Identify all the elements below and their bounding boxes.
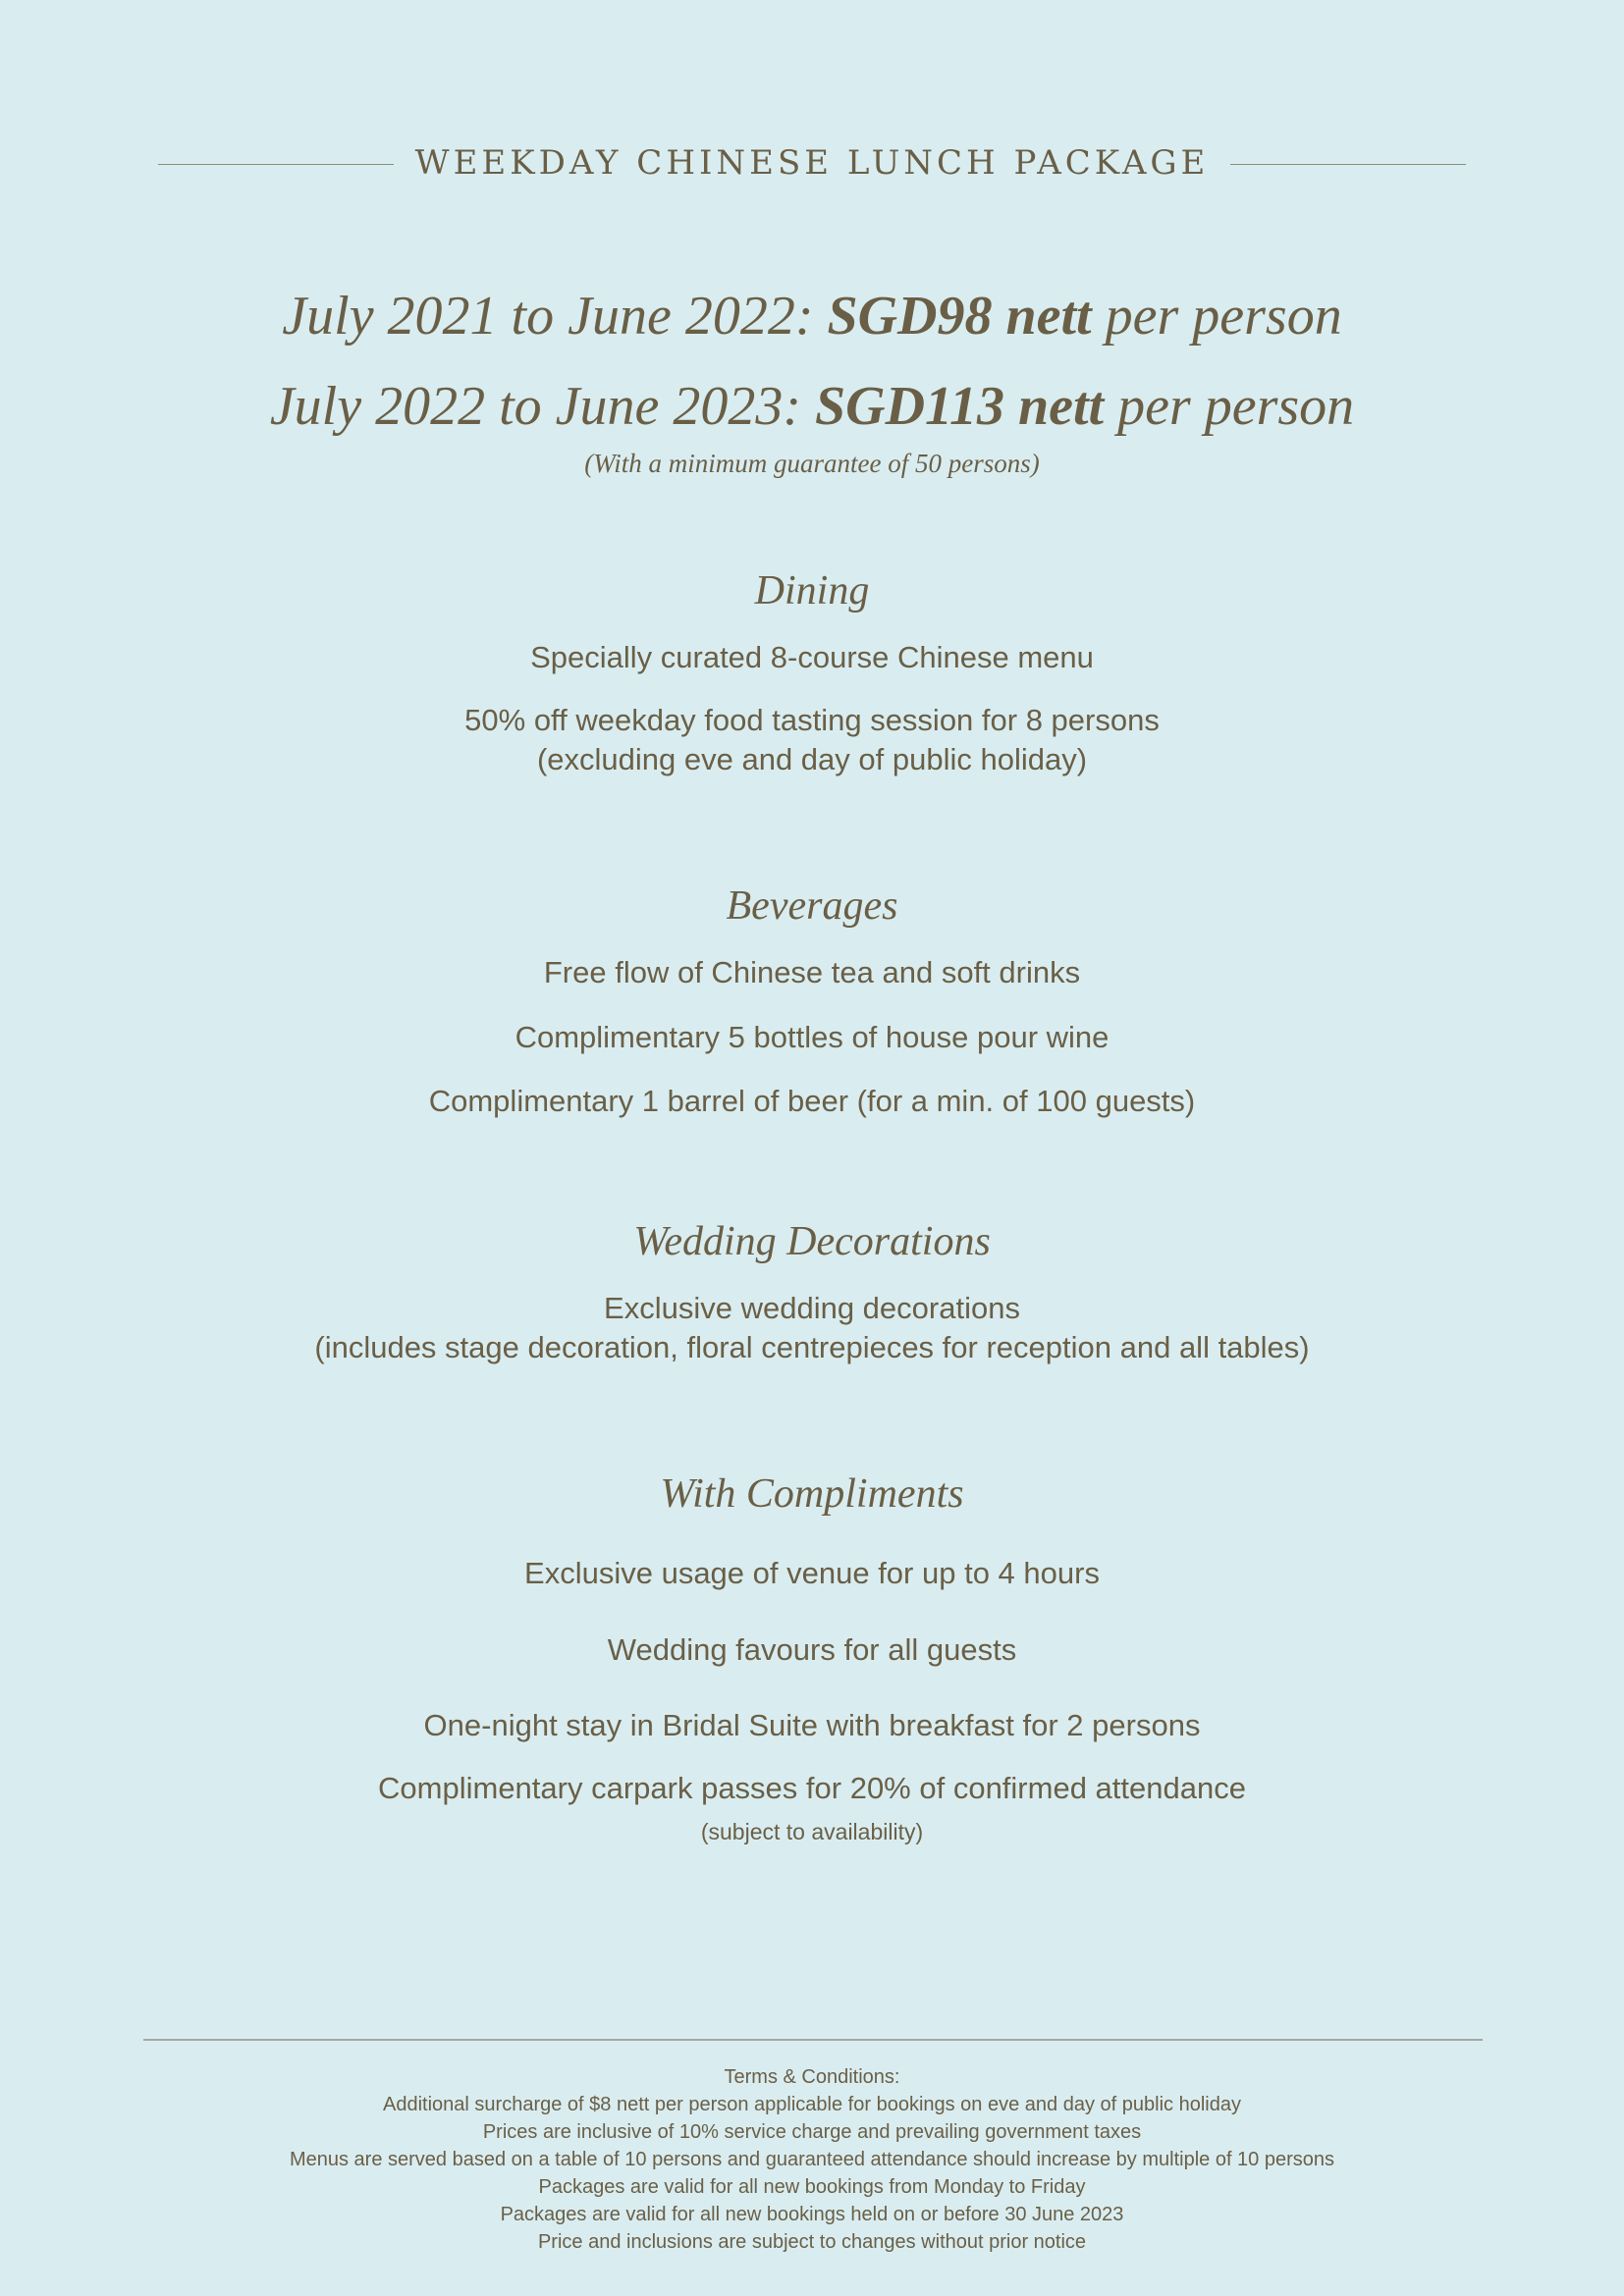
section-heading-decorations: Wedding Decorations	[633, 1219, 991, 1264]
section-heading-compliments: With Compliments	[660, 1471, 964, 1517]
price-amount: SGD98 nett	[827, 286, 1092, 347]
compliment-item: Exclusive usage of venue for up to 4 hours	[524, 1556, 1100, 1590]
section-heading-dining: Dining	[754, 568, 870, 614]
price-line-2021	[0, 285, 1624, 347]
dining-item: Specially curated 8-course Chinese menu	[530, 640, 1094, 674]
beverage-item: Complimentary 5 bottles of house pour wine	[514, 1020, 1110, 1054]
page-title: WEEKDAY CHINESE LUNCH PACKAGE	[414, 143, 1210, 183]
section-heading-beverages: Beverages	[726, 883, 898, 929]
price-amount: SGD113 nett	[815, 376, 1105, 437]
price-unit: per person	[1105, 286, 1342, 347]
price-period: July 2021 to June 2022:	[282, 286, 814, 347]
compliment-item: Wedding favours for all guests	[607, 1632, 1017, 1667]
decoration-item: (includes stage decoration, floral centrepieces for reception and all tables)	[314, 1330, 1310, 1364]
minimum-guarantee-note: (With a minimum guarantee of 50 persons)	[584, 449, 1040, 478]
terms-line: Price and inclusions are subject to changes without prior notice	[537, 2231, 1087, 2253]
decoration-item: Exclusive wedding decorations	[604, 1291, 1020, 1325]
price-period: July 2022 to June 2023:	[269, 376, 802, 437]
dining-item: (excluding eve and day of public holiday)	[536, 742, 1088, 776]
terms-line: Additional surcharge of $8 nett per person applicable for bookings on eve and day of public holiday	[383, 2094, 1241, 2115]
compliment-note: (subject to availability)	[700, 1819, 924, 1844]
terms-line: Prices are inclusive of 10% service charge and prevailing government taxes	[482, 2121, 1142, 2143]
terms-line: Packages are valid for all new bookings held on or before 30 June 2023	[500, 2204, 1124, 2225]
price-line-2022	[0, 375, 1624, 438]
beverage-item: Free flow of Chinese tea and soft drinks	[543, 955, 1081, 989]
price-unit: per person	[1117, 376, 1355, 437]
terms-divider	[143, 2039, 1483, 2041]
beverage-item: Complimentary 1 barrel of beer (for a min. of 100 guests)	[428, 1084, 1196, 1118]
compliment-item: One-night stay in Bridal Suite with breakfast for 2 persons	[423, 1708, 1201, 1742]
terms-line: Menus are served based on a table of 10 persons and guaranteed attendance should increase by multiple of 10 persons	[289, 2149, 1335, 2170]
terms-line: Packages are valid for all new bookings from Monday to Friday	[538, 2176, 1086, 2198]
compliment-item: Complimentary carpark passes for 20% of confirmed attendance	[378, 1771, 1246, 1805]
terms-heading: Terms & Conditions:	[724, 2066, 900, 2088]
dining-item: 50% off weekday food tasting session for 8 persons	[464, 703, 1160, 737]
